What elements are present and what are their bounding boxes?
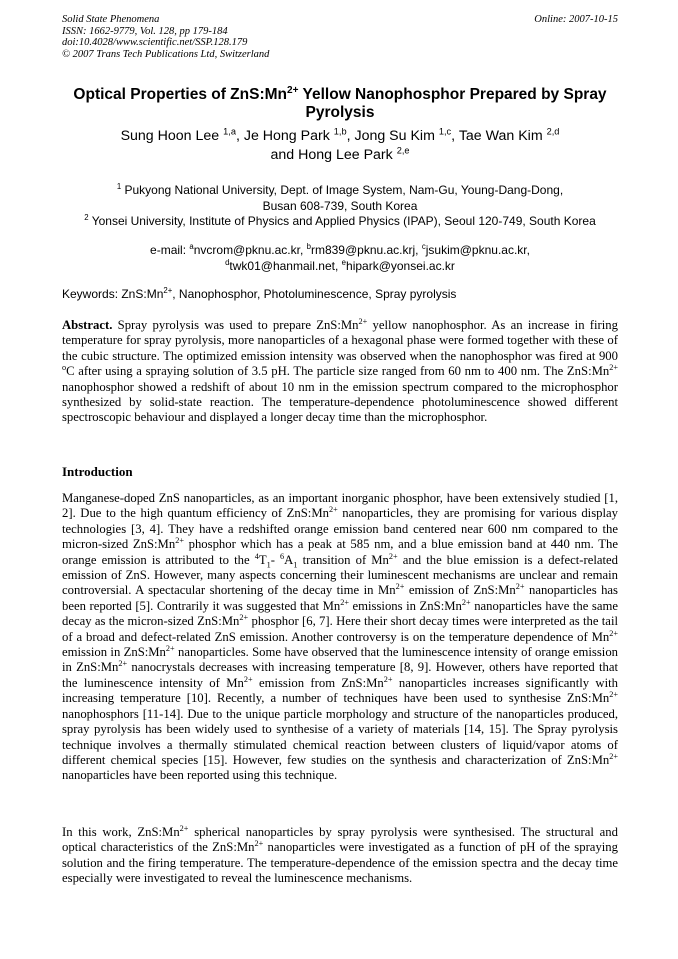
paragraph-text: nanoparticles have been reported using this technique.	[62, 768, 338, 783]
author-name: Sung Hoon Lee	[120, 128, 224, 144]
paragraph-text: transition of Mn	[297, 552, 389, 567]
superscript: 2+	[609, 628, 618, 638]
email-mark: e	[341, 257, 347, 267]
superscript: 2+	[165, 643, 175, 653]
author-affiliation-mark: 2,e	[396, 145, 410, 156]
paragraph-text: emissions in ZnS:Mn	[348, 598, 462, 613]
abstract-label: Abstract.	[62, 318, 113, 332]
superscript: 2+	[383, 674, 393, 684]
abstract-text: C after using a spraying solution of 3.5 pH. The particle size ranged from 60 nm to 400 nm. The ZnS:Mn	[66, 364, 610, 379]
keywords	[62, 287, 618, 302]
abstract-superscript: 2+	[609, 362, 618, 372]
email-address: rm839@pknu.ac.krj,	[310, 243, 422, 257]
superscript: 2+	[254, 839, 264, 849]
email-mark: d	[225, 257, 230, 267]
journal-doi: doi:10.4028/www.scientific.net/SSP.128.179	[62, 37, 248, 49]
affiliation-number: 1	[116, 182, 122, 191]
superscript: 2+	[118, 659, 128, 669]
email-address: jsukim@pknu.ac.kr,	[425, 243, 530, 257]
paragraph-text: phosphor which has a peak at 585 nm, and a blue emission band at 440 nm. The orange emission is attributed to the	[62, 537, 618, 567]
author-affiliation-mark: 2,d	[546, 126, 560, 137]
author-separator: ,	[346, 128, 355, 144]
superscript: 4	[254, 551, 259, 561]
abstract-text: Spray pyrolysis was used to prepare ZnS:Mn	[112, 318, 359, 332]
superscript: 2+	[609, 690, 618, 700]
paragraph-text: emission from ZnS:Mn	[252, 675, 384, 690]
title-superscript: 2+	[287, 84, 299, 96]
abstract-superscript: 2+	[358, 316, 368, 326]
paragraph-text: In this work, ZnS:Mn	[62, 825, 180, 839]
superscript: 2+	[395, 582, 405, 592]
paragraph-text: A	[284, 552, 294, 567]
author-name: Jong Su Kim	[354, 128, 439, 144]
paragraph-text: phosphor [6, 7]. Here their short decay times were interpreted as the tail of a broad and defect-related ZnS emission. Another controversy is on the temperature dependence of Mn	[62, 614, 618, 644]
paragraph-text: spherical nanoparticles by spray pyrolysis were synthesised. The structural and optical characteristics of the ZnS:Mn	[62, 825, 618, 855]
paragraph-text: emission in ZnS:Mn	[62, 645, 166, 660]
journal-issn: ISSN: 1662-9779, Vol. 128, pp 179-184	[62, 25, 228, 37]
author-separator: ,	[235, 128, 244, 144]
paragraph-text: nanoparticles. Some have observed that the luminescence intensity of orange emission in ZnS:Mn	[62, 645, 619, 675]
author-name: and Hong Lee Park	[270, 147, 397, 163]
paper-title	[62, 86, 618, 122]
superscript: 2+	[340, 597, 349, 607]
email-address: nvcrom@pknu.ac.kr,	[193, 243, 307, 257]
abstract	[62, 318, 618, 426]
superscript: 2+	[243, 674, 253, 684]
title-text: Yellow Nanophosphor Prepared by Spray Pyrolysis	[298, 86, 607, 121]
affiliation-text: Busan 608-739, South Korea	[262, 198, 418, 213]
abstract-text: yellow nanophosphor. As an increase in firing temperature for spray pyrolysis, more nanoparticles of a hexagonal phase were formed together with these of the cubic structure. The optimized emission intensity was observed when the nanophosphor was fired at 900	[62, 318, 618, 363]
degree-superscript: o	[62, 362, 67, 372]
email-mark: b	[306, 242, 311, 251]
keywords-superscript: 2+	[163, 286, 173, 295]
introduction-paragraph-2	[62, 825, 618, 887]
paragraph-text: -	[270, 552, 281, 567]
journal-name: Solid State Phenomena	[62, 14, 160, 25]
superscript: 2+	[179, 823, 189, 833]
superscript: 2+	[388, 551, 398, 561]
journal-copyright: © 2007 Trans Tech Publications Ltd, Switzerland	[62, 48, 270, 60]
affiliation-text: Yonsei University, Institute of Physics and Applied Physics (IPAP), Seoul 120-749, South Korea	[88, 214, 596, 228]
author-affiliation-mark: 1,a	[223, 126, 236, 137]
superscript: 6	[280, 551, 285, 561]
superscript: 2+	[609, 751, 618, 761]
affiliations	[62, 183, 618, 230]
subscript: 1	[266, 560, 271, 570]
superscript: 2+	[239, 613, 249, 623]
paragraph-text: Manganese-doped ZnS nanoparticles, as an important inorganic phosphor, have been extensively studied [1, 2]. Due to the high quantum efficiency of ZnS:Mn	[62, 491, 618, 521]
paragraph-text: nanoparticles have the same decay as the micron-sized ZnS:Mn	[62, 598, 618, 629]
paragraph-text: emission of ZnS:Mn	[404, 583, 516, 598]
author-name: Je Hong Park	[243, 128, 334, 144]
section-heading: Introduction	[62, 464, 133, 479]
affiliation-text: Pukyong National University, Dept. of Image System, Nam-Gu, Young-Dang-Dong,	[121, 183, 564, 197]
author-separator: ,	[451, 128, 459, 144]
paragraph-text: nanophosphors [11-14]. Due to the unique particle morphology and structure of the nanoparticles produced, spray pyrolysis has been widely used to synthesise of a variety of materials [14, 15]. The Spray pyrolysis technique involves a thermally stimulated chemical reaction between clusters of liquid/vapor atoms of different chemical species [15]. However, few studies on the synthesis and characterization of ZnS:Mn	[62, 706, 618, 767]
email-address: twk01@hanmail.net,	[229, 258, 342, 273]
author-affiliation-mark: 1,b	[333, 126, 347, 137]
introduction-paragraph-1	[62, 491, 618, 784]
email-mark: c	[421, 242, 426, 251]
author-name: Tae Wan Kim	[458, 128, 547, 144]
paragraph-text: nanoparticles, they are promising for various display technologies [3, 4]. They have a redshifted orange emission band centered near 600 nm compared to the micron-sized ZnS:Mn	[62, 506, 618, 552]
paragraph-text: T	[258, 552, 267, 567]
paragraph-text: nanoparticles increases significantly with increasing temperature [10]. Recently, a number of techniques have been used to synthesise ZnS:Mn	[62, 675, 618, 706]
author-affiliation-mark: 1,c	[438, 126, 452, 137]
abstract-text: nanophosphor showed a redshift of about 10 nm in the emission spectrum compared to the microphosphor synthesized by solid-state reaction. The temperature-dependence photoluminescence showed different spectroscopic behaviour and displayed a longer decay time than the microphosphor.	[62, 379, 618, 425]
paragraph-text: nanocrystals decreases with increasing temperature [8, 9]. However, others have reported that the luminescence intensity of Mn	[62, 660, 618, 690]
keywords-label: Keywords: ZnS:Mn	[62, 287, 164, 301]
email-block	[62, 243, 618, 274]
keywords-list: , Nanophosphor, Photoluminescence, Spray pyrolysis	[172, 287, 457, 301]
paragraph-text: nanoparticles has been reported [5]. Contrarily it was suggested that Mn	[62, 583, 618, 613]
email-mark: a	[189, 242, 194, 251]
email-address: hipark@yonsei.ac.kr	[346, 258, 455, 273]
superscript: 2+	[515, 582, 525, 592]
superscript: 2+	[328, 505, 338, 515]
journal-header	[62, 14, 618, 60]
email-label: e-mail:	[150, 243, 190, 257]
superscript: 2+	[175, 535, 184, 545]
paragraph-text: and the blue emission is a defect-related emission of ZnS. However, many aspects concerning their luminescent mechanisms are unclear and remain controversial. A spectacular shortening of the decay time in Mn	[62, 552, 618, 598]
paragraph-text: nanoparticles were investigated as a function of pH of the spraying solution and the firing temperature. The temperature-dependence of the emission spectra and the decay time especially were investigated to reveal the luminescence mechanisms.	[62, 840, 618, 886]
subscript: 1	[293, 560, 298, 570]
superscript: 2+	[461, 597, 471, 607]
affiliation-number: 2	[84, 213, 89, 222]
online-date: Online: 2007-10-15	[534, 14, 618, 25]
author-list	[62, 127, 618, 165]
title-text: Optical Properties of ZnS:Mn	[73, 86, 287, 103]
